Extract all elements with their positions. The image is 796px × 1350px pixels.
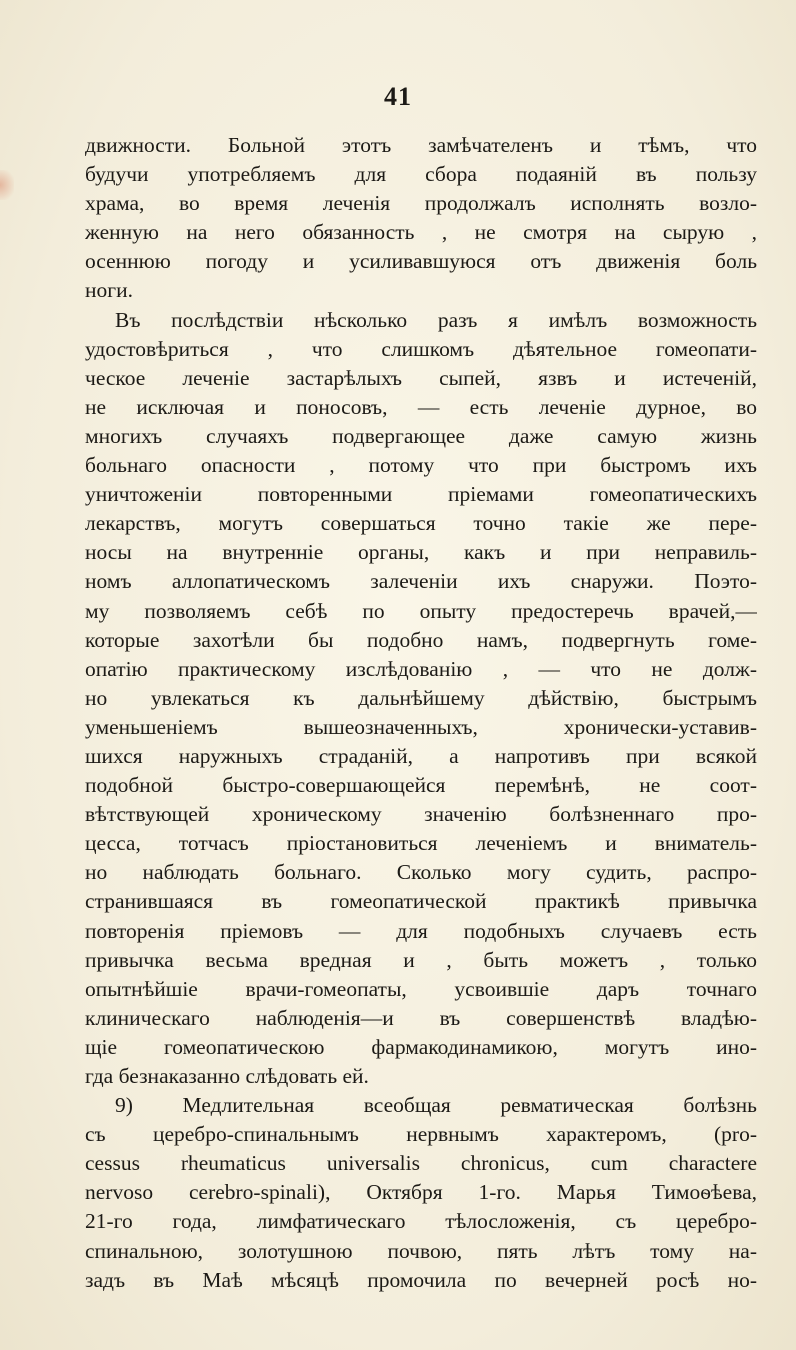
text-line: удостовѣриться , что слишкомъ дѣятельное гомеопати-	[85, 336, 757, 361]
paper-stain	[0, 170, 14, 200]
text-line: опатію практическому изслѣдованію , — что не долж-	[85, 656, 757, 681]
text-line: ноги.	[85, 278, 133, 303]
text-line: съ церебро-спинальнымъ нервнымъ характеромъ, (pro-	[85, 1122, 757, 1147]
text-line: которые захотѣли бы подобно намъ, подвергнуть гоме-	[85, 627, 757, 652]
body-text	[85, 131, 757, 1295]
text-line: опытнѣйшіе врачи-гомеопаты, усвоившіе даръ точнаго	[85, 976, 757, 1001]
text-line: храма, во время леченія продолжалъ исполнять возло-	[85, 191, 757, 216]
text-line: Въ послѣдствіи нѣсколько разъ я имѣлъ возможность	[115, 307, 757, 332]
text-line: шихся наружныхъ страданій, а напротивъ при всякой	[85, 743, 757, 768]
text-line: лекарствъ, могутъ совершаться точно такіе же пере-	[85, 511, 757, 536]
text-line: уменьшеніемъ вышеозначенныхъ, хронически-уставив-	[85, 714, 757, 739]
text-line: задъ въ Маѣ мѣсяцѣ промочила по вечерней росѣ но-	[85, 1267, 757, 1292]
text-line: 21-го года, лимфатическаго тѣлосложенія, съ церебро-	[85, 1209, 757, 1234]
text-line: щіе гомеопатическою фармакодинамикою, могутъ ино-	[85, 1034, 757, 1059]
text-line: nervoso cerebro-spinali), Октября 1-го. Марья Тимоѳѣева,	[85, 1180, 757, 1205]
text-line: вѣтствующей хроническому значенію болѣзненнаго про-	[85, 802, 757, 827]
text-line: подобной быстро-совершающейся перемѣнѣ, не соот-	[85, 773, 757, 798]
text-line: повторенія пріемовъ — для подобныхъ случаевъ есть	[85, 918, 757, 943]
text-line: спинальною, золотушною почвою, пять лѣтъ тому на-	[85, 1238, 757, 1263]
page-number: 41	[384, 82, 412, 111]
text-line: женную на него обязанность , не смотря на сырую ,	[85, 220, 757, 245]
text-line: будучи употребляемъ для сбора подаяній въ пользу	[85, 162, 757, 187]
text-line: носы на внутренніе органы, какъ и при неправиль-	[85, 540, 757, 565]
text-line: уничтоженіи повторенными пріемами гомеопатическихъ	[85, 482, 757, 507]
text-line: номъ аллопатическомъ залеченіи ихъ снаружи. Поэто-	[85, 569, 757, 594]
text-line: cessus rheumaticus universalis chronicus, cum charactere	[85, 1151, 757, 1176]
text-line: не исключая и поносовъ, — есть леченіе дурное, во	[85, 394, 757, 419]
text-line: привычка весьма вредная и , быть можетъ , только	[85, 947, 757, 972]
text-line: но увлекаться къ дальнѣйшему дѣйствію, быстрымъ	[85, 685, 757, 710]
text-line: ческое леченіе застарѣлыхъ сыпей, язвъ и истеченій,	[85, 365, 757, 390]
text-line: гда безнаказанно слѣдовать ей.	[85, 1064, 369, 1088]
text-line: многихъ случаяхъ подвергающее даже самую жизнь	[85, 423, 757, 448]
text-line: но наблюдать больнаго. Сколько могу судить, распро-	[85, 860, 757, 885]
text-line: осеннюю погоду и усиливавшуюся отъ движенія боль	[85, 249, 757, 274]
text-line: больнаго опасности , потому что при быстромъ ихъ	[85, 453, 757, 478]
text-line: клиническаго наблюденія—и въ совершенствѣ владѣю-	[85, 1005, 757, 1030]
text-line: 9) Медлительная всеобщая ревматическая болѣзнь	[115, 1093, 757, 1118]
text-line: цесса, тотчасъ пріостановиться леченіемъ и вниматель-	[85, 831, 757, 856]
text-line: странившаяся въ гомеопатической практикѣ привычка	[85, 889, 757, 914]
text-line: му позволяемъ себѣ по опыту предостеречь врачей,—	[85, 598, 757, 623]
text-line: движности. Больной этотъ замѣчателенъ и тѣмъ, что	[85, 133, 757, 157]
